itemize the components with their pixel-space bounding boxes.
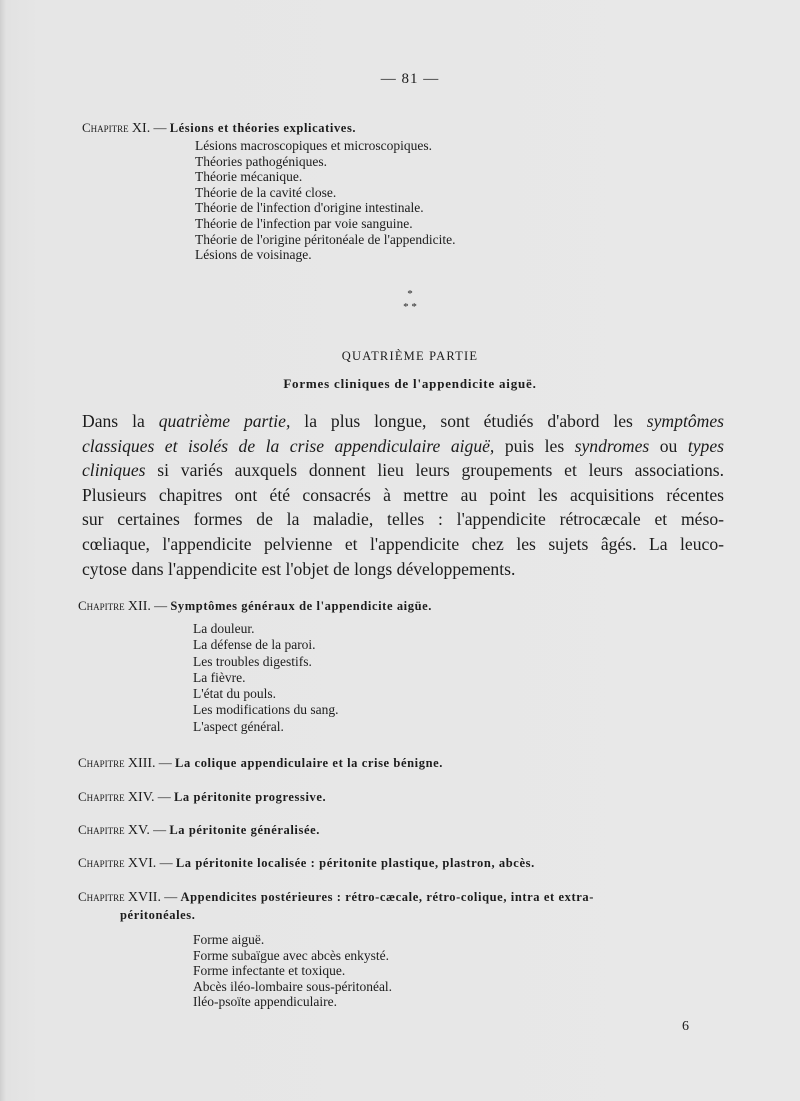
dash: —	[154, 598, 168, 613]
italic-text: cliniques	[82, 460, 146, 481]
list-item: La fièvre.	[193, 669, 246, 685]
italic-text: quatrième partie,	[158, 411, 291, 431]
list-item: L'aspect général.	[193, 718, 284, 734]
chapter-number: XIII.	[127, 756, 156, 771]
chapter-title: La colique appendiculaire et la crise bénigne.	[175, 756, 444, 770]
asterism-top: *	[407, 288, 413, 300]
asterism	[398, 288, 422, 314]
summary-paragraph	[82, 409, 724, 581]
chapter-xvii-heading-cont	[120, 907, 196, 923]
text-segment: ou	[649, 435, 688, 456]
chapter-xi-heading	[82, 120, 356, 137]
dash: —	[153, 120, 167, 135]
chapter-xi-items	[195, 138, 456, 263]
list-item: Forme aiguë.	[193, 932, 265, 947]
chapter-number: XVI.	[127, 856, 157, 871]
italic-text: classiques et isolés de la crise appendiculaire aiguë,	[82, 435, 495, 456]
chapter-number: XVII.	[127, 890, 161, 905]
chapter-label: Chapitre	[78, 822, 125, 837]
paragraph-line	[82, 532, 724, 557]
chapter-xv-heading	[78, 822, 320, 839]
signature-mark: 6	[682, 1019, 689, 1034]
dash: —	[157, 789, 171, 804]
chapter-title: La péritonite généralisée.	[169, 823, 320, 837]
list-item: Les troubles digestifs.	[193, 653, 312, 669]
list-item: Théorie de la cavité close.	[195, 184, 337, 200]
chapter-xiv-heading	[78, 789, 326, 806]
chapter-xii-heading	[78, 598, 432, 615]
chapter-label: Chapitre	[78, 755, 125, 770]
part-subtitle: Formes cliniques de l'appendicite aiguë.	[283, 376, 537, 391]
list-item: Forme subaïgue avec abcès enkysté.	[193, 947, 390, 963]
chapter-label: Chapitre	[78, 889, 125, 904]
chapter-label: Chapitre	[78, 598, 125, 613]
text-segment: la plus longue, sont étudiés d'abord les	[290, 411, 647, 431]
paragraph-line	[82, 458, 724, 483]
text-segment: cœliaque, l'appendicite pelvienne et l'appendicite chez les sujets âgés. La leuco-	[82, 533, 724, 554]
italic-text: symptômes	[646, 411, 724, 431]
italic-text: syndromes	[574, 435, 650, 456]
list-item: Théories pathogéniques.	[195, 153, 327, 169]
chapter-label: Chapitre	[82, 120, 129, 135]
chapter-xvii-heading	[78, 889, 594, 906]
chapter-number: XI.	[131, 121, 151, 136]
text-segment: sur certaines formes de la maladie, telles : l'appendicite rétrocæcale et méso-	[82, 509, 724, 530]
italic-text: types	[687, 435, 724, 456]
dash: —	[159, 855, 173, 870]
list-item: La défense de la paroi.	[193, 637, 316, 653]
dash: —	[153, 822, 167, 837]
chapter-xvii-items	[193, 932, 392, 1010]
chapter-number: XV.	[127, 823, 150, 838]
chapter-xii-items	[193, 621, 338, 735]
list-item: Forme infectante et toxique.	[193, 963, 346, 979]
text-segment: puis les	[494, 435, 575, 456]
part-heading: QUATRIÈME PARTIE	[341, 349, 479, 363]
list-item: Abcès iléo-lombaire sous-péritonéal.	[193, 978, 393, 994]
list-item: Les modifications du sang.	[193, 702, 339, 718]
text-segment: si variés auxquels donnent lieu leurs groupements et leurs associations.	[145, 460, 724, 481]
text-segment: Dans la	[82, 411, 159, 431]
chapter-title: Lésions et théories explicatives.	[169, 121, 357, 135]
list-item: Iléo-psoïte appendiculaire.	[193, 994, 337, 1010]
list-item: Théorie de l'infection d'origine intestinale.	[195, 200, 424, 216]
list-item: Théorie de l'infection par voie sanguine.	[195, 215, 413, 231]
dash: —	[158, 755, 172, 770]
list-item: Théorie mécanique.	[195, 169, 303, 185]
chapter-title-continuation: péritonéales.	[120, 908, 196, 922]
list-item: Lésions de voisinage.	[195, 247, 312, 263]
paragraph-line	[82, 507, 724, 532]
list-item: L'état du pouls.	[193, 686, 277, 702]
chapter-title: La péritonite localisée : péritonite plastique, plastron, abcès.	[175, 856, 535, 870]
text-segment: cytose dans l'appendicite est l'objet de longs développements.	[82, 558, 516, 579]
chapter-title: Symptômes généraux de l'appendicite aigüe.	[170, 599, 433, 613]
page-number: — 81 —	[380, 71, 440, 87]
paragraph-line	[82, 483, 724, 508]
chapter-title: Appendicites postérieures : rétro-cæcale, rétro-colique, intra et extra-	[180, 890, 595, 904]
chapter-number: XII.	[127, 599, 151, 614]
chapter-xiii-heading	[78, 755, 443, 772]
paragraph-line	[82, 434, 724, 459]
list-item: Théorie de l'origine péritonéale de l'appendicite.	[195, 231, 456, 247]
chapter-xvi-heading	[78, 855, 535, 872]
paragraph-line	[82, 409, 724, 434]
list-item: Lésions macroscopiques et microscopiques.	[195, 138, 432, 153]
chapter-number: XIV.	[127, 790, 155, 805]
chapter-label: Chapitre	[78, 789, 125, 804]
paragraph-line	[82, 557, 724, 582]
chapter-label: Chapitre	[78, 855, 125, 870]
text-segment: Plusieurs chapitres ont été consacrés à mettre au point les acquisitions récentes	[82, 484, 724, 505]
list-item: La douleur.	[193, 621, 255, 636]
dash: —	[164, 889, 178, 904]
asterism-bottom: * *	[403, 301, 417, 313]
chapter-title: La péritonite progressive.	[174, 790, 327, 804]
